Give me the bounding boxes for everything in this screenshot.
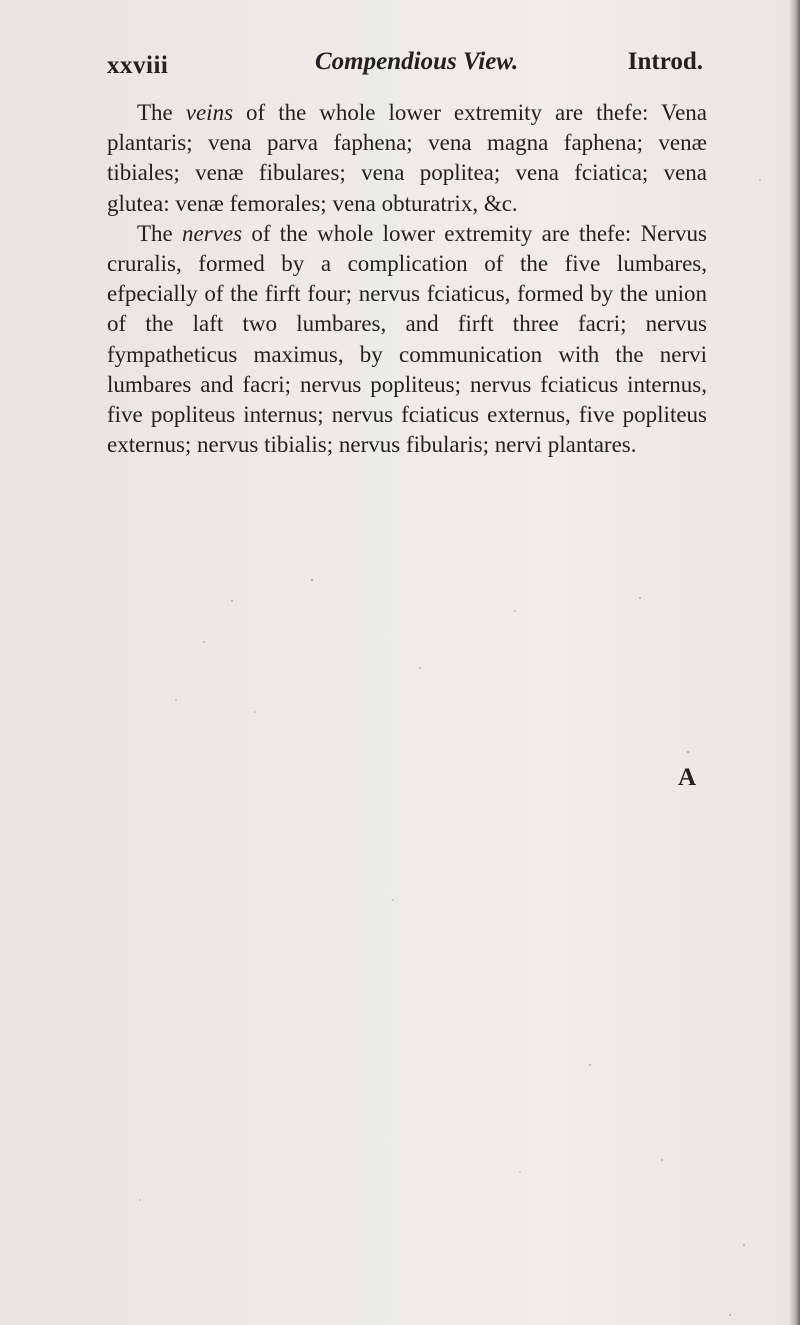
paragraph-body: of the whole lower extremity are thefe: Vena plantaris; vena parva faphena; vena magna faphena; venæ tibiales; venæ fibulares; vena poplitea; vena fciatica; vena glutea: venæ femorales; vena obturatrix, &c. [107,100,707,216]
body-text [107,98,707,460]
paragraph-body: of the whole lower extremity are thefe: Nervus cruralis, formed by a complication of the five lumbares, efpecially of the firft four; nervus fciaticus, formed by the union of the laft two lumbares, and firft three facri; nervus fympatheticus maximus, by communication with the nervi lumbares and facri; nervus popliteus; nervus fciaticus internus, five popliteus internus; nervus fciaticus externus, five popliteus externus; nervus tibialis; nervus fibularis; nervi plantares. [107,220,707,458]
running-title: Compendious View. [315,48,519,75]
paragraph-lead: The [137,100,186,125]
paragraph-veins [107,98,707,219]
catchword: A [678,764,697,791]
emphasis-veins: veins [185,100,234,125]
page-edge-shadow [788,0,800,1325]
paragraph-nerves [107,219,707,461]
page-number: xxviii [107,52,169,79]
emphasis-nerves: nerves [182,220,243,246]
page-header [107,48,703,88]
paragraph-lead: The [137,220,183,246]
section-title: Introd. [627,48,703,75]
